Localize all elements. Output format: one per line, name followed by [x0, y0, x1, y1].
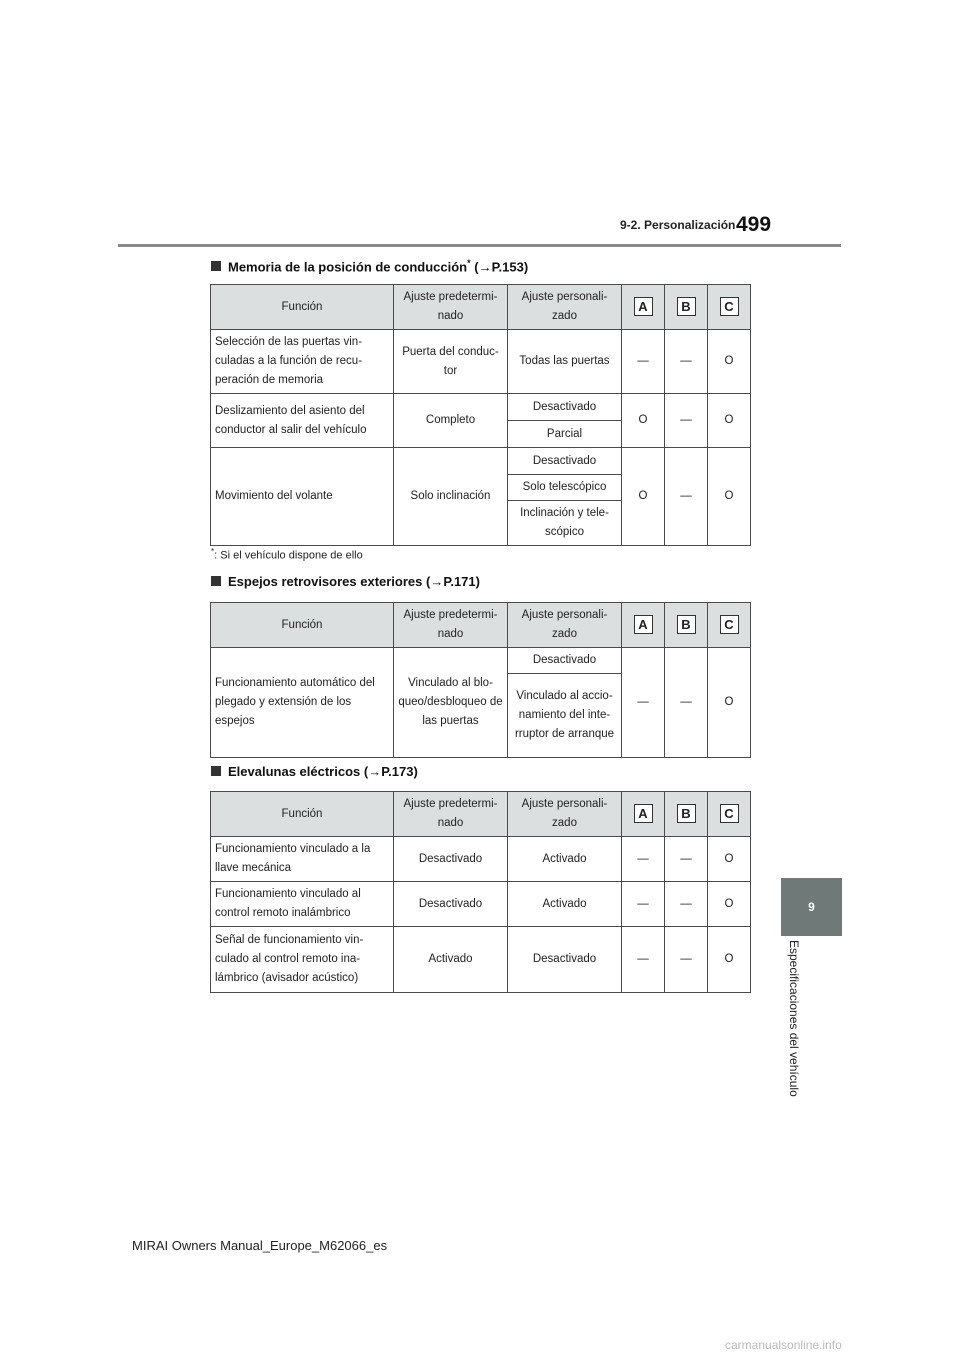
- section1-heading: [211, 258, 528, 278]
- col-c: [708, 603, 751, 648]
- section3-ref: (→P.173): [360, 764, 418, 779]
- cell-custom: Desactivado: [508, 394, 622, 421]
- table-row: [211, 927, 751, 993]
- table-header-row: [211, 285, 751, 330]
- cell-c: O: [708, 394, 751, 448]
- cell-function: Funcionamiento vinculado al control remoto inalámbrico: [211, 882, 394, 927]
- watermark: carmanualsonline.info: [725, 1338, 842, 1352]
- col-default: Ajuste predetermi-nado: [394, 603, 508, 648]
- table-exterior-mirrors: [210, 602, 751, 758]
- chapter-tab: [781, 878, 842, 936]
- col-c: [708, 792, 751, 837]
- cell-a: O: [622, 394, 665, 448]
- footnote-text: : Si el vehículo dispone de ello: [214, 549, 363, 562]
- box-b-icon: B: [677, 804, 696, 823]
- box-a-icon: A: [634, 804, 653, 823]
- col-custom: Ajuste personali-zado: [508, 285, 622, 330]
- page-number: 499: [736, 213, 772, 236]
- col-a: [622, 792, 665, 837]
- cell-b: —: [665, 330, 708, 394]
- cell-custom: Activado: [508, 837, 622, 882]
- section2-ref: (→P.171): [422, 574, 480, 589]
- cell-custom: Desactivado: [508, 448, 622, 475]
- cell-a: —: [622, 882, 665, 927]
- cell-b: —: [665, 448, 708, 546]
- cell-default: Vinculado al blo-queo/desbloqueo de las puertas: [394, 648, 508, 758]
- cell-c: O: [708, 448, 751, 546]
- col-b: [665, 285, 708, 330]
- box-c-icon: C: [720, 804, 739, 823]
- table-row: [211, 882, 751, 927]
- table-row: [211, 837, 751, 882]
- table-row: [211, 394, 751, 421]
- cell-a: —: [622, 837, 665, 882]
- cell-c: O: [708, 927, 751, 993]
- cell-function: Deslizamiento del asiento del conductor al salir del vehículo: [211, 394, 394, 448]
- cell-default: Solo inclinación: [394, 448, 508, 546]
- col-b: [665, 603, 708, 648]
- section1-ref: (→P.153): [470, 259, 529, 275]
- cell-default: Puerta del conduc-tor: [394, 330, 508, 394]
- table-driving-position-memory: [210, 284, 751, 546]
- table-header-row: [211, 792, 751, 837]
- box-b-icon: B: [677, 297, 696, 316]
- cell-function: Señal de funcionamiento vin-culado al control remoto ina-lámbrico (avisador acústico): [211, 927, 394, 993]
- section-header: 9-2. Personalización: [620, 218, 736, 232]
- cell-a: —: [622, 927, 665, 993]
- cell-default: Desactivado: [394, 882, 508, 927]
- table-row: [211, 448, 751, 475]
- col-a: [622, 603, 665, 648]
- col-function: Función: [211, 792, 394, 837]
- cell-a: O: [622, 448, 665, 546]
- cell-b: —: [665, 927, 708, 993]
- col-a: [622, 285, 665, 330]
- cell-a: —: [622, 648, 665, 758]
- col-function: Función: [211, 285, 394, 330]
- cell-c: O: [708, 330, 751, 394]
- cell-c: O: [708, 837, 751, 882]
- cell-c: O: [708, 648, 751, 758]
- cell-function: Movimiento del volante: [211, 448, 394, 546]
- square-bullet-icon: [211, 576, 221, 586]
- col-custom: Ajuste personali-zado: [508, 603, 622, 648]
- section2-heading: [211, 574, 480, 594]
- cell-function: Selección de las puertas vin-culadas a la función de recu-peración de memoria: [211, 330, 394, 394]
- chapter-number: 9: [808, 900, 815, 914]
- col-b: [665, 792, 708, 837]
- box-c-icon: C: [720, 297, 739, 316]
- col-default: Ajuste predetermi-nado: [394, 285, 508, 330]
- box-a-icon: A: [634, 297, 653, 316]
- cell-custom: Desactivado: [508, 648, 622, 674]
- table-header-row: [211, 603, 751, 648]
- cell-custom: Activado: [508, 882, 622, 927]
- section3-title: Elevalunas eléctricos: [228, 764, 361, 779]
- box-b-icon: B: [677, 615, 696, 634]
- cell-c: O: [708, 882, 751, 927]
- cell-b: —: [665, 394, 708, 448]
- section3-heading: [211, 764, 418, 784]
- box-c-icon: C: [720, 615, 739, 634]
- cell-custom: Inclinación y tele-scópico: [508, 501, 622, 546]
- table-row: [211, 330, 751, 394]
- cell-default: Activado: [394, 927, 508, 993]
- cell-custom: Todas las puertas: [508, 330, 622, 394]
- cell-custom: Solo telescópico: [508, 475, 622, 501]
- footer-manual-title: MIRAI Owners Manual_Europe_M62066_es: [132, 1238, 388, 1253]
- footnote: [211, 547, 363, 565]
- section1-title: Memoria de la posición de conducción: [228, 259, 468, 275]
- cell-function: Funcionamiento vinculado a la llave mecánica: [211, 837, 394, 882]
- cell-custom: Desactivado: [508, 927, 622, 993]
- cell-function: Funcionamiento automático del plegado y extensión de los espejos: [211, 648, 394, 758]
- cell-b: —: [665, 648, 708, 758]
- footnote-mark: *: [211, 547, 215, 556]
- col-default: Ajuste predetermi-nado: [394, 792, 508, 837]
- header-rule: [118, 244, 841, 247]
- cell-custom: Vinculado al accio-namiento del inte-rruptor de arranque: [508, 674, 622, 758]
- chapter-title: Especificaciones del vehículo: [787, 940, 801, 1097]
- cell-default: Completo: [394, 394, 508, 448]
- section2-title: Espejos retrovisores exteriores: [228, 574, 423, 589]
- cell-b: —: [665, 882, 708, 927]
- box-a-icon: A: [634, 615, 653, 634]
- section1-title-mark: *: [467, 258, 471, 268]
- table-row: [211, 648, 751, 674]
- cell-custom: Parcial: [508, 421, 622, 448]
- cell-a: —: [622, 330, 665, 394]
- col-custom: Ajuste personali-zado: [508, 792, 622, 837]
- cell-default: Desactivado: [394, 837, 508, 882]
- col-c: [708, 285, 751, 330]
- cell-b: —: [665, 837, 708, 882]
- col-function: Función: [211, 603, 394, 648]
- square-bullet-icon: [211, 261, 221, 271]
- square-bullet-icon: [211, 766, 221, 776]
- table-power-windows: [210, 791, 751, 993]
